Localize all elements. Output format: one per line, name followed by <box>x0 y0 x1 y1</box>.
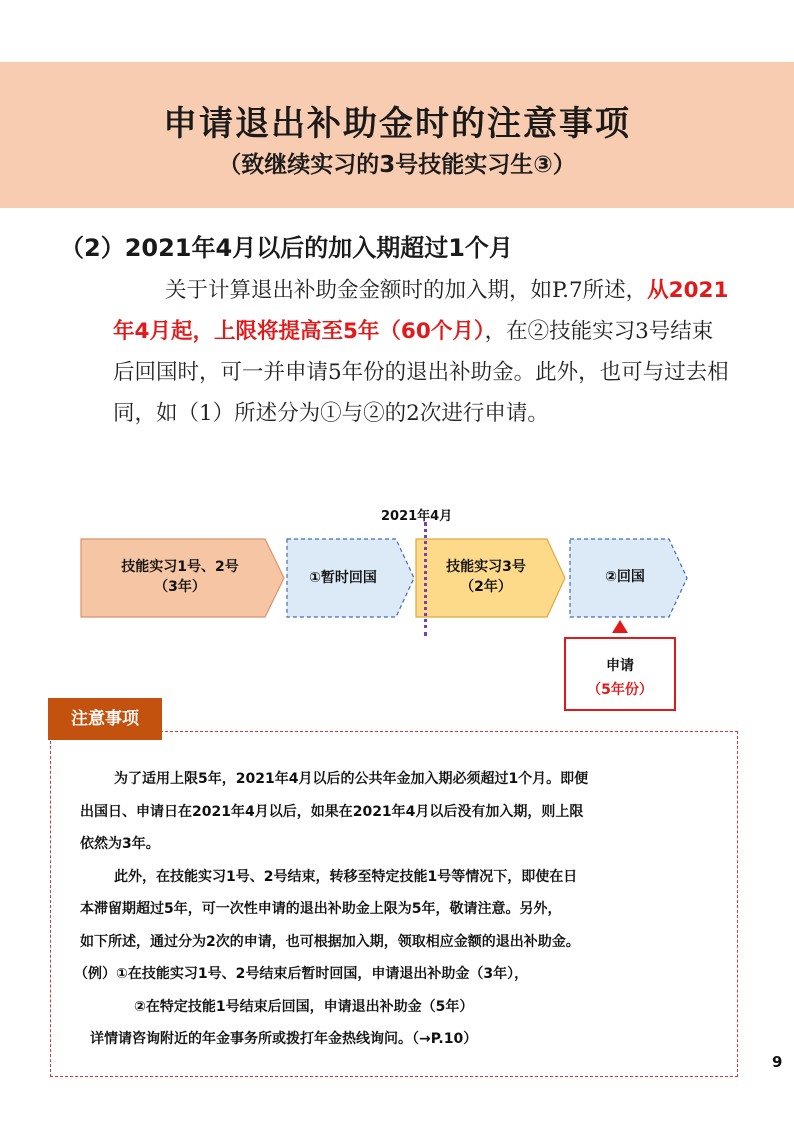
section-heading: （2）2021年4月以后的加入期超过1个月 <box>60 234 513 262</box>
notice-line: 如下所述，通过分为2次的申请，也可根据加入期，领取相应金额的退出补助金。 <box>80 933 580 950</box>
page-number: 9 <box>772 1053 783 1071</box>
notice-tab: 注意事项 <box>48 698 162 740</box>
body-paragraph <box>113 270 733 434</box>
body-text-part-1: 关于计算退出补助金金额时的加入期，如P.7所述， <box>165 278 648 303</box>
notice-line: 为了适用上限5年，2021年4月以后的公共年金加入期必须超过1个月。即便 <box>114 771 589 787</box>
page-title: 申请退出补助金时的注意事项 <box>163 104 631 144</box>
step-3-label: 技能实习3号 （2年） <box>446 559 526 595</box>
notice-line: 本滞留期超过5年，可一次性申请的退出补助金上限为5年，敬请注意。另外， <box>80 901 562 917</box>
page-header <box>0 62 794 208</box>
notice-text <box>74 763 730 1056</box>
page-subtitle: （致继续实习的3号技能实习生③） <box>218 152 576 178</box>
notice-line: ②在特定技能1号结束后回国，申请退出补助金（5年） <box>134 998 474 1015</box>
apply-label: 申请 <box>606 658 634 674</box>
step-1-label: 技能实习1号、2号 （3年） <box>121 559 239 595</box>
apply-pointer-icon <box>612 620 628 633</box>
timeline-diagram <box>0 500 794 730</box>
notice-line: 出国日、申请日在2021年4月以后，如果在2021年4月以后没有加入期，则上限 <box>80 803 584 820</box>
notice-line: 此外，在技能实习1号、2号结束，转移至特定技能1号等情况下，即使在日 <box>114 868 578 885</box>
body-text-part-2: ，在②技能实习3号结束后回国时，可一并申请5年份的退出补助金。此外，也可与过去相同，如（1）所述分为①与②的2次进行申请。 <box>113 319 729 426</box>
notice-line: 详情请咨询附近的年金事务所或拨打年金热线询问。（→P.10） <box>90 1031 478 1047</box>
notice-line: （例）①在技能实习1号、2号结束后暂时回国，申请退出补助金（3年）， <box>74 966 529 982</box>
step-2-label: ①暂时回国 <box>309 570 377 586</box>
notice-line: 依然为3年。 <box>80 836 160 852</box>
apply-box <box>564 637 676 711</box>
highlight-text: 从2021年4月起，上限将提高至5年（60个月） <box>113 278 729 344</box>
apply-period: （5年份） <box>587 682 653 698</box>
timeline-date-label: 2021年4月 <box>381 509 453 524</box>
step-4-label: ②回国 <box>605 569 645 585</box>
